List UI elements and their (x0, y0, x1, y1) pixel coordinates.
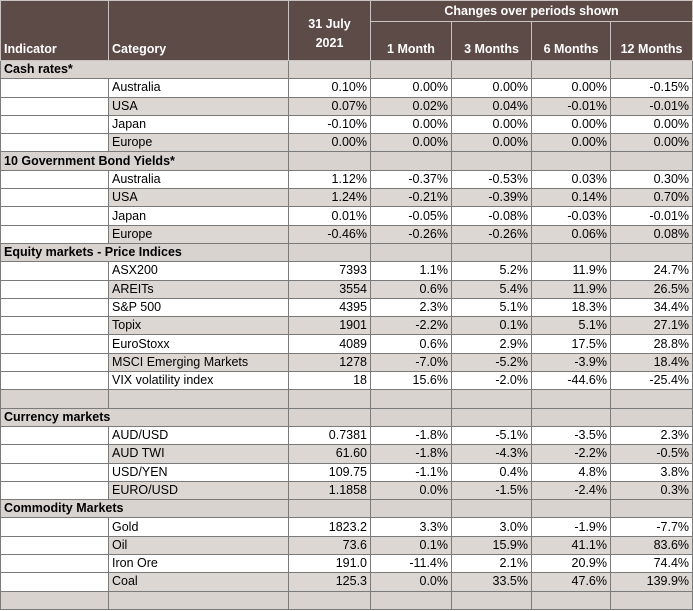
value-cell-m12: 26.5% (611, 280, 693, 298)
section-empty-cell (289, 500, 371, 518)
section-row (1, 408, 693, 426)
category-cell: Australia (109, 170, 289, 188)
value-cell-m12: 0.30% (611, 170, 693, 188)
table-row (1, 426, 693, 444)
category-cell: VIX volatility index (109, 372, 289, 390)
value-cell-m3: -2.0% (452, 372, 532, 390)
value-cell-val: 3554 (289, 280, 371, 298)
value-cell-m3: 0.04% (452, 97, 532, 115)
spacer-row (1, 390, 693, 408)
section-empty-cell (371, 500, 452, 518)
section-empty-cell (371, 152, 452, 170)
value-cell-m3: 3.0% (452, 518, 532, 536)
value-cell-m1: 0.1% (371, 536, 452, 554)
value-cell-val: -0.10% (289, 115, 371, 133)
value-cell-m12: -0.5% (611, 445, 693, 463)
table-row (1, 298, 693, 316)
category-cell: AUD/USD (109, 426, 289, 444)
indicator-cell (1, 225, 109, 243)
category-cell: Japan (109, 115, 289, 133)
value-cell-m6: 4.8% (532, 463, 611, 481)
table-row (1, 536, 693, 554)
period-header-12m: 12 Months (611, 22, 693, 61)
value-cell-val: 18 (289, 372, 371, 390)
value-cell-m3: -1.5% (452, 481, 532, 499)
section-empty-cell (611, 408, 693, 426)
category-cell: USD/YEN (109, 463, 289, 481)
indicator-cell (1, 79, 109, 97)
table-row (1, 262, 693, 280)
section-empty-cell (452, 408, 532, 426)
section-empty-cell (532, 408, 611, 426)
value-cell-val: 4395 (289, 298, 371, 316)
value-cell-m12: 0.00% (611, 115, 693, 133)
section-empty-cell (289, 152, 371, 170)
value-cell-m3: -4.3% (452, 445, 532, 463)
value-cell-val: 73.6 (289, 536, 371, 554)
table-row (1, 445, 693, 463)
indicator-cell (1, 518, 109, 536)
value-cell-m12: -0.15% (611, 79, 693, 97)
indicator-cell (1, 426, 109, 444)
header-row-top (1, 1, 693, 22)
value-cell-m3: 0.4% (452, 463, 532, 481)
table-row (1, 481, 693, 499)
value-cell-m1: -1.8% (371, 445, 452, 463)
value-cell-m6: -0.01% (532, 97, 611, 115)
value-cell-m1: 2.3% (371, 298, 452, 316)
value-cell-m12: 83.6% (611, 536, 693, 554)
section-empty-cell (452, 243, 532, 261)
section-empty-cell (532, 152, 611, 170)
table-row (1, 79, 693, 97)
value-cell-m12: -0.01% (611, 207, 693, 225)
value-cell-m6: 17.5% (532, 335, 611, 353)
spacer-cell (611, 390, 693, 408)
value-cell-m1: 0.6% (371, 280, 452, 298)
value-cell-m6: 0.00% (532, 134, 611, 152)
indicator-cell (1, 317, 109, 335)
spacer-cell (452, 591, 532, 609)
value-cell-m1: 0.00% (371, 134, 452, 152)
period-header-6m: 6 Months (532, 22, 611, 61)
value-cell-m12: 0.3% (611, 481, 693, 499)
category-cell: Gold (109, 518, 289, 536)
section-empty-cell (452, 61, 532, 79)
value-cell-m6: -44.6% (532, 372, 611, 390)
indicator-cell (1, 189, 109, 207)
value-cell-val: 1.1858 (289, 481, 371, 499)
spacer-row (1, 591, 693, 609)
date-header (289, 1, 371, 61)
value-cell-val: 1823.2 (289, 518, 371, 536)
indicator-cell (1, 573, 109, 591)
category-cell: S&P 500 (109, 298, 289, 316)
value-cell-m3: 33.5% (452, 573, 532, 591)
category-cell: Europe (109, 225, 289, 243)
category-cell: MSCI Emerging Markets (109, 353, 289, 371)
section-empty-cell (611, 500, 693, 518)
indicator-cell (1, 207, 109, 225)
value-cell-m12: 24.7% (611, 262, 693, 280)
value-cell-m3: -0.39% (452, 189, 532, 207)
value-cell-m3: -5.2% (452, 353, 532, 371)
value-cell-m6: -2.4% (532, 481, 611, 499)
value-cell-val: 61.60 (289, 445, 371, 463)
table-row (1, 463, 693, 481)
category-cell: Europe (109, 134, 289, 152)
value-cell-val: 1.24% (289, 189, 371, 207)
value-cell-val: 191.0 (289, 555, 371, 573)
section-empty-cell (452, 152, 532, 170)
section-row (1, 61, 693, 79)
value-cell-m1: 15.6% (371, 372, 452, 390)
table-row (1, 353, 693, 371)
category-cell: Japan (109, 207, 289, 225)
table-row (1, 115, 693, 133)
section-row (1, 243, 693, 261)
indicator-cell (1, 445, 109, 463)
table-row (1, 335, 693, 353)
value-cell-m1: 0.02% (371, 97, 452, 115)
indicator-header: Indicator (1, 1, 109, 61)
value-cell-m3: 5.4% (452, 280, 532, 298)
value-cell-m1: 3.3% (371, 518, 452, 536)
section-empty-cell (289, 243, 371, 261)
value-cell-m3: 5.1% (452, 298, 532, 316)
indicator-cell (1, 555, 109, 573)
value-cell-m3: 15.9% (452, 536, 532, 554)
spacer-cell (1, 591, 109, 609)
category-cell: Coal (109, 573, 289, 591)
value-cell-m1: -1.1% (371, 463, 452, 481)
value-cell-m1: -2.2% (371, 317, 452, 335)
category-cell: EuroStoxx (109, 335, 289, 353)
section-title: Cash rates* (1, 61, 289, 79)
category-cell: ASX200 (109, 262, 289, 280)
value-cell-m6: 0.06% (532, 225, 611, 243)
value-cell-m6: 11.9% (532, 280, 611, 298)
value-cell-m3: 2.9% (452, 335, 532, 353)
value-cell-m6: 5.1% (532, 317, 611, 335)
value-cell-m3: -0.26% (452, 225, 532, 243)
section-empty-cell (452, 500, 532, 518)
section-row (1, 152, 693, 170)
indicator-cell (1, 298, 109, 316)
value-cell-m6: -3.5% (532, 426, 611, 444)
value-cell-m3: 5.2% (452, 262, 532, 280)
value-cell-m3: -0.53% (452, 170, 532, 188)
section-empty-cell (371, 61, 452, 79)
category-header: Category (109, 1, 289, 61)
value-cell-m1: 0.00% (371, 115, 452, 133)
table-row (1, 573, 693, 591)
value-cell-m12: 28.8% (611, 335, 693, 353)
value-cell-m6: -1.9% (532, 518, 611, 536)
spacer-cell (289, 591, 371, 609)
period-header-3m: 3 Months (452, 22, 532, 61)
value-cell-m12: 2.3% (611, 426, 693, 444)
section-empty-cell (532, 500, 611, 518)
value-cell-m1: 0.0% (371, 481, 452, 499)
table-row (1, 518, 693, 536)
category-cell: USA (109, 97, 289, 115)
value-cell-m1: -0.05% (371, 207, 452, 225)
spacer-cell (371, 390, 452, 408)
indicator-cell (1, 280, 109, 298)
value-cell-val: 0.10% (289, 79, 371, 97)
spacer-cell (452, 390, 532, 408)
value-cell-m3: -0.08% (452, 207, 532, 225)
indicator-cell (1, 97, 109, 115)
section-empty-cell (611, 152, 693, 170)
value-cell-m1: -0.26% (371, 225, 452, 243)
table-row (1, 189, 693, 207)
value-cell-val: -0.46% (289, 225, 371, 243)
value-cell-m6: -3.9% (532, 353, 611, 371)
value-cell-m3: 2.1% (452, 555, 532, 573)
value-cell-m1: 0.0% (371, 573, 452, 591)
value-cell-m6: 20.9% (532, 555, 611, 573)
indicator-cell (1, 134, 109, 152)
spacer-cell (109, 390, 289, 408)
value-cell-val: 0.01% (289, 207, 371, 225)
category-cell: AUD TWI (109, 445, 289, 463)
section-title: Currency markets (1, 408, 289, 426)
value-cell-m1: -0.21% (371, 189, 452, 207)
value-cell-m1: -0.37% (371, 170, 452, 188)
category-cell: Iron Ore (109, 555, 289, 573)
value-cell-m6: 0.03% (532, 170, 611, 188)
value-cell-val: 7393 (289, 262, 371, 280)
value-cell-m12: 0.00% (611, 134, 693, 152)
value-cell-val: 125.3 (289, 573, 371, 591)
value-cell-m6: 0.00% (532, 115, 611, 133)
value-cell-val: 1.12% (289, 170, 371, 188)
value-cell-val: 109.75 (289, 463, 371, 481)
value-cell-val: 1278 (289, 353, 371, 371)
section-empty-cell (371, 408, 452, 426)
indicator-cell (1, 115, 109, 133)
value-cell-val: 4089 (289, 335, 371, 353)
value-cell-val: 0.00% (289, 134, 371, 152)
value-cell-m6: 47.6% (532, 573, 611, 591)
value-cell-m6: -0.03% (532, 207, 611, 225)
category-cell: AREITs (109, 280, 289, 298)
category-cell: Oil (109, 536, 289, 554)
indicator-cell (1, 481, 109, 499)
value-cell-val: 1901 (289, 317, 371, 335)
section-title: 10 Government Bond Yields* (1, 152, 289, 170)
changes-header: Changes over periods shown (371, 1, 693, 22)
value-cell-m1: -11.4% (371, 555, 452, 573)
table-row (1, 225, 693, 243)
value-cell-m6: 0.00% (532, 79, 611, 97)
section-empty-cell (532, 61, 611, 79)
value-cell-m3: -5.1% (452, 426, 532, 444)
value-cell-m1: 0.6% (371, 335, 452, 353)
section-row (1, 500, 693, 518)
table-row (1, 280, 693, 298)
value-cell-m6: 18.3% (532, 298, 611, 316)
value-cell-m12: 34.4% (611, 298, 693, 316)
table-row (1, 134, 693, 152)
value-cell-m12: 0.08% (611, 225, 693, 243)
date-header-line1: 31 July (308, 16, 351, 31)
section-empty-cell (289, 408, 371, 426)
table-row (1, 372, 693, 390)
value-cell-val: 0.07% (289, 97, 371, 115)
value-cell-m12: 27.1% (611, 317, 693, 335)
section-empty-cell (371, 243, 452, 261)
indicator-cell (1, 353, 109, 371)
spacer-cell (1, 390, 109, 408)
value-cell-m12: -7.7% (611, 518, 693, 536)
spacer-cell (611, 591, 693, 609)
section-empty-cell (611, 243, 693, 261)
category-cell: USA (109, 189, 289, 207)
value-cell-m12: -0.01% (611, 97, 693, 115)
spacer-cell (371, 591, 452, 609)
value-cell-m12: 139.9% (611, 573, 693, 591)
section-empty-cell (532, 243, 611, 261)
table-row (1, 207, 693, 225)
category-cell: Australia (109, 79, 289, 97)
indicator-cell (1, 335, 109, 353)
indicator-cell (1, 463, 109, 481)
section-empty-cell (289, 61, 371, 79)
category-cell: Topix (109, 317, 289, 335)
spacer-cell (109, 591, 289, 609)
value-cell-m1: -1.8% (371, 426, 452, 444)
value-cell-m12: 74.4% (611, 555, 693, 573)
date-header-line2: 2021 (315, 35, 344, 50)
value-cell-val: 0.7381 (289, 426, 371, 444)
spacer-cell (289, 390, 371, 408)
table-row (1, 97, 693, 115)
value-cell-m3: 0.00% (452, 115, 532, 133)
value-cell-m6: 41.1% (532, 536, 611, 554)
indicator-cell (1, 170, 109, 188)
value-cell-m6: -2.2% (532, 445, 611, 463)
value-cell-m3: 0.00% (452, 79, 532, 97)
value-cell-m12: 18.4% (611, 353, 693, 371)
value-cell-m1: -7.0% (371, 353, 452, 371)
table-row (1, 170, 693, 188)
table-row (1, 317, 693, 335)
section-title: Commodity Markets (1, 500, 289, 518)
value-cell-m1: 1.1% (371, 262, 452, 280)
indicator-cell (1, 262, 109, 280)
value-cell-m3: 0.1% (452, 317, 532, 335)
category-cell: EURO/USD (109, 481, 289, 499)
value-cell-m6: 0.14% (532, 189, 611, 207)
value-cell-m12: 0.70% (611, 189, 693, 207)
spacer-cell (532, 390, 611, 408)
table-body (1, 61, 693, 610)
value-cell-m1: 0.00% (371, 79, 452, 97)
indicator-cell (1, 536, 109, 554)
value-cell-m12: -25.4% (611, 372, 693, 390)
period-header-1m: 1 Month (371, 22, 452, 61)
spacer-cell (532, 591, 611, 609)
section-title: Equity markets - Price Indices (1, 243, 289, 261)
table-row (1, 555, 693, 573)
value-cell-m12: 3.8% (611, 463, 693, 481)
section-empty-cell (611, 61, 693, 79)
value-cell-m3: 0.00% (452, 134, 532, 152)
indicator-cell (1, 372, 109, 390)
value-cell-m6: 11.9% (532, 262, 611, 280)
